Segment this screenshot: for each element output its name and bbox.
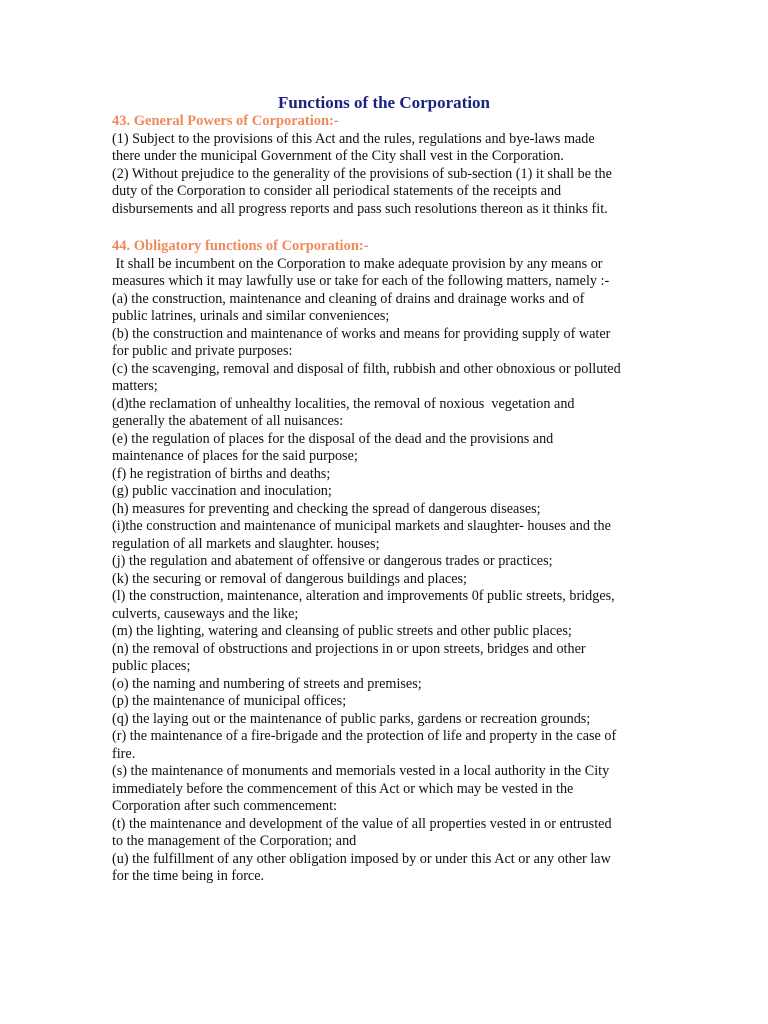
body-line: (l) the construction, maintenance, alteration and improvements 0f public streets, bridges, [112,588,615,604]
section-43-heading: 43. General Powers of Corporation:- [112,113,339,129]
body-line: for public and private purposes: [112,343,293,359]
body-line: (k) the securing or removal of dangerous buildings and places; [112,570,467,587]
body-line: (e) the regulation of places for the disposal of the dead and the provisions and [112,430,554,447]
body-line: disbursements and all progress reports and pass such resolutions thereon as it thinks fit. [112,200,608,217]
body-line: (f) he registration of births and deaths; [112,465,331,482]
body-line: (a) the construction, maintenance and cleaning of drains and drainage works and of [112,290,585,307]
document-title: Functions of the Corporation [277,93,491,112]
section-44-body [112,256,657,886]
section-43 [112,113,657,218]
body-line: It shall be incumbent on the Corporation to make adequate provision by any means or [112,255,603,272]
body-line: (b) the construction and maintenance of works and means for providing supply of water [112,325,611,342]
body-line: (g) public vaccination and inoculation; [112,483,332,499]
body-line: (h) measures for preventing and checking the spread of dangerous diseases; [112,500,541,517]
body-line: (2) Without prejudice to the generality of the provisions of sub-section (1) it shall be the [112,165,612,182]
section-44 [112,238,657,886]
body-line: (d)the reclamation of unhealthy localities, the removal of noxious vegetation and [112,395,575,412]
body-line: maintenance of places for the said purpose; [112,448,358,464]
body-line: measures which it may lawfully use or take for each of the following matters, namely :- [112,273,610,289]
body-line: (1) Subject to the provisions of this Act and the rules, regulations and bye-laws made [112,130,595,147]
body-line: matters; [112,378,158,394]
body-line: (i)the construction and maintenance of municipal markets and slaughter- houses and the [112,518,611,534]
body-line: there under the municipal Government of the City shall vest in the Corporation. [112,148,564,164]
body-line: (r) the maintenance of a fire-brigade and the protection of life and property in the case of [112,728,617,744]
body-line: immediately before the commencement of this Act or which may be vested in the [112,780,574,797]
body-line: culverts, causeways and the like; [112,605,299,622]
body-line: (c) the scavenging, removal and disposal of filth, rubbish and other obnoxious or polluted [112,360,621,377]
body-line: (j) the regulation and abatement of offensive or dangerous trades or practices; [112,553,553,569]
body-line: (m) the lighting, watering and cleansing of public streets and other public places; [112,623,572,639]
body-line: fire. [112,745,136,762]
body-line: for the time being in force. [112,868,265,884]
body-line: (t) the maintenance and development of the value of all properties vested in or entrusted [112,815,612,832]
body-line: (n) the removal of obstructions and projections in or upon streets, bridges and other [112,640,586,657]
body-line: (o) the naming and numbering of streets and premises; [112,675,422,692]
body-line: (s) the maintenance of monuments and memorials vested in a local authority in the City [112,763,610,779]
section-44-heading: 44. Obligatory functions of Corporation:- [112,238,369,254]
body-line: duty of the Corporation to consider all periodical statements of the receipts and [112,183,562,199]
body-line: public latrines, urinals and similar conveniences; [112,308,390,324]
body-line: (q) the laying out or the maintenance of public parks, gardens or recreation grounds; [112,710,591,727]
body-line: regulation of all markets and slaughter. houses; [112,535,380,552]
body-line: generally the abatement of all nuisances: [112,413,344,429]
body-line: Corporation after such commencement: [112,798,337,814]
body-line: (u) the fulfillment of any other obligation imposed by or under this Act or any other law [112,850,611,867]
section-43-body [112,131,657,219]
body-line: (p) the maintenance of municipal offices; [112,693,347,709]
body-line: public places; [112,658,191,674]
body-line: to the management of the Corporation; and [112,833,357,849]
